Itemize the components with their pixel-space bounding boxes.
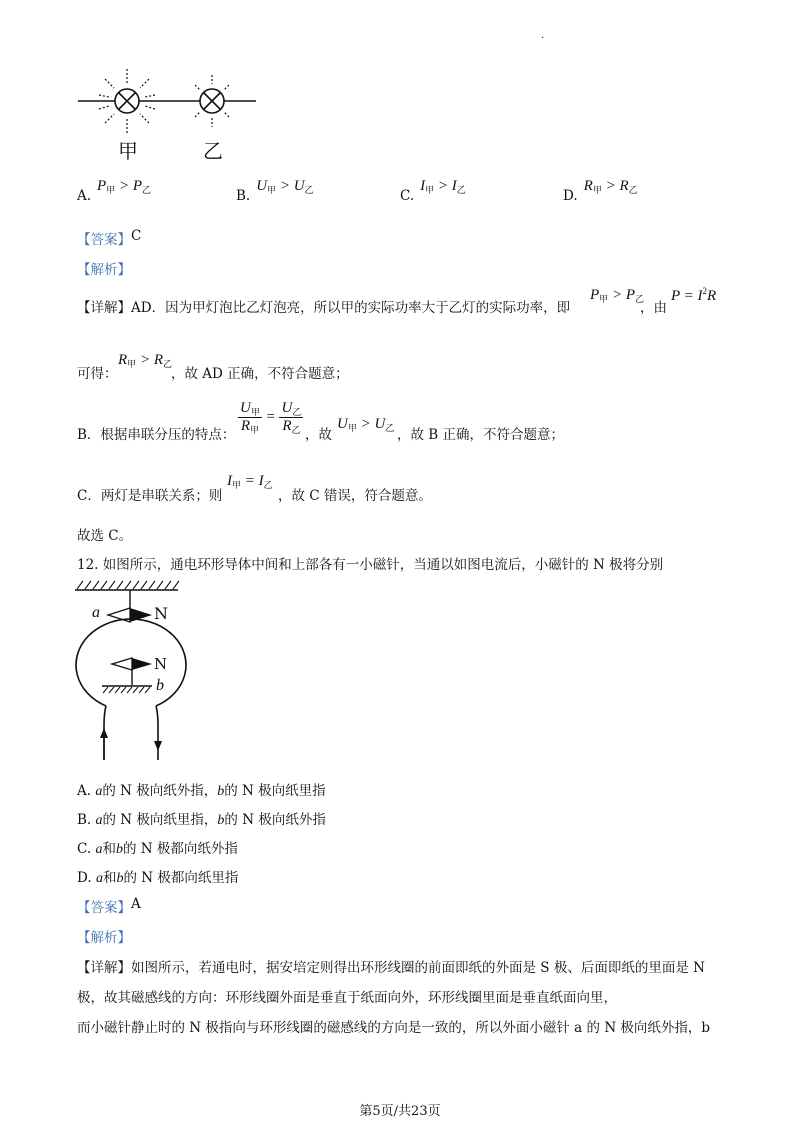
q11-answer-label: 【答案】 bbox=[77, 232, 131, 248]
current-up-arrow-icon bbox=[100, 728, 108, 760]
needle-a-label: a bbox=[92, 604, 100, 621]
q12-option-d: D. a和b的 N 极都向纸里指 bbox=[77, 870, 239, 886]
q12-analysis-label: 【解析】 bbox=[77, 930, 131, 946]
q11-detail-line2-pre: 可得： bbox=[77, 366, 118, 382]
q11-r-compare: $R_甲 > R_乙$ bbox=[118, 352, 172, 369]
corner-mark: . bbox=[541, 30, 545, 41]
q12-question: 12. 如图所示，通电环形导体中间和上部各有一小磁针，当通以如图电流后，小磁针的 N 极将分别 bbox=[77, 557, 664, 573]
lamp-circuit-diagram bbox=[70, 65, 270, 165]
q11-option-c: $C.I_甲 > I_乙$ bbox=[400, 178, 466, 204]
q12-detail-line2: 极，故其磁感线的方向：环形线圈外面是垂直于纸面向外，环形线圈里面是垂直纸面向里， bbox=[77, 990, 617, 1006]
q11-detail-b-post: ，故 B 正确，不符合题意； bbox=[397, 427, 565, 443]
q11-conclusion: 故选 C。 bbox=[77, 528, 133, 544]
page-footer: 第5页/共23页 bbox=[359, 1104, 441, 1119]
q11-detail-line1-mid: ，由 bbox=[640, 300, 667, 316]
q12-option-b: B. a的 N 极向纸里指，b的 N 极向纸外指 bbox=[77, 812, 326, 828]
q11-detail-line2-post: ，故 AD 正确，不符合题意； bbox=[171, 366, 349, 382]
q12-option-a: A. a的 N 极向纸外指，b的 N 极向纸里指 bbox=[77, 783, 326, 799]
q11-option-d: $D.R_甲 > R_乙$ bbox=[563, 178, 638, 204]
q11-detail-b-mid: ，故 bbox=[305, 427, 332, 443]
needle-b-n-label: N bbox=[154, 655, 168, 673]
q11-u-compare: $U_甲 > U_乙$ bbox=[337, 416, 395, 433]
q11-ratio-formula: $\frac{U_甲}{R_甲}$ = $\frac{U_乙}{R_乙}$ bbox=[240, 400, 302, 435]
q12-answer-label: 【答案】 bbox=[77, 900, 131, 916]
q11-analysis-label: 【解析】 bbox=[77, 262, 131, 278]
q11-i-equal: $I_甲 = I_乙$ bbox=[227, 473, 273, 490]
q11-option-b: $B.U_甲 > U_乙$ bbox=[236, 178, 314, 204]
lamp-yi-icon bbox=[195, 75, 229, 127]
q11-detail-c-post: ，故 C 错误，符合题意。 bbox=[278, 488, 432, 504]
lamp-yi-label: 乙 bbox=[203, 139, 223, 163]
detail-label: 【详解】 bbox=[77, 300, 131, 316]
q11-detail-c-pre: C．两灯是串联关系；则 bbox=[77, 488, 223, 504]
q11-power-formula: $P = I^2R$ bbox=[671, 286, 717, 304]
needle-a-n-label: N bbox=[154, 604, 168, 623]
current-down-arrow-icon bbox=[154, 741, 162, 751]
lamp-jia-label: 甲 bbox=[118, 139, 138, 163]
q11-detail-line1: 【详解】AD．因为甲灯泡比乙灯泡亮，所以甲的实际功率大于乙灯的实际功率，即 bbox=[77, 300, 571, 316]
q11-answer-value: C bbox=[131, 228, 142, 244]
needle-b-icon bbox=[112, 658, 152, 670]
q11-p-compare: $P_甲 > P_乙$ bbox=[590, 287, 644, 304]
q12-answer-value: A bbox=[131, 896, 141, 912]
q12-detail-line1: 【详解】如图所示，若通电时，据安培定则得出环形线圈的前面即纸的外面是 S 极、后面即纸的里面是 N bbox=[77, 960, 705, 976]
ring-conductor-diagram bbox=[70, 578, 200, 768]
q11-detail-b-pre: B．根据串联分压的特点： bbox=[77, 427, 236, 443]
q12-option-c: C. a和b的 N 极都向纸外指 bbox=[77, 841, 238, 857]
q11-option-a: $A.P_甲 > P_乙$ bbox=[77, 178, 152, 204]
needle-b-label: b bbox=[156, 677, 164, 694]
q12-detail-line3: 而小磁针静止时的 N 极指向与环形线圈的磁感线的方向是一致的，所以外面小磁针 a 的 N 极向纸外指，b bbox=[77, 1020, 711, 1036]
